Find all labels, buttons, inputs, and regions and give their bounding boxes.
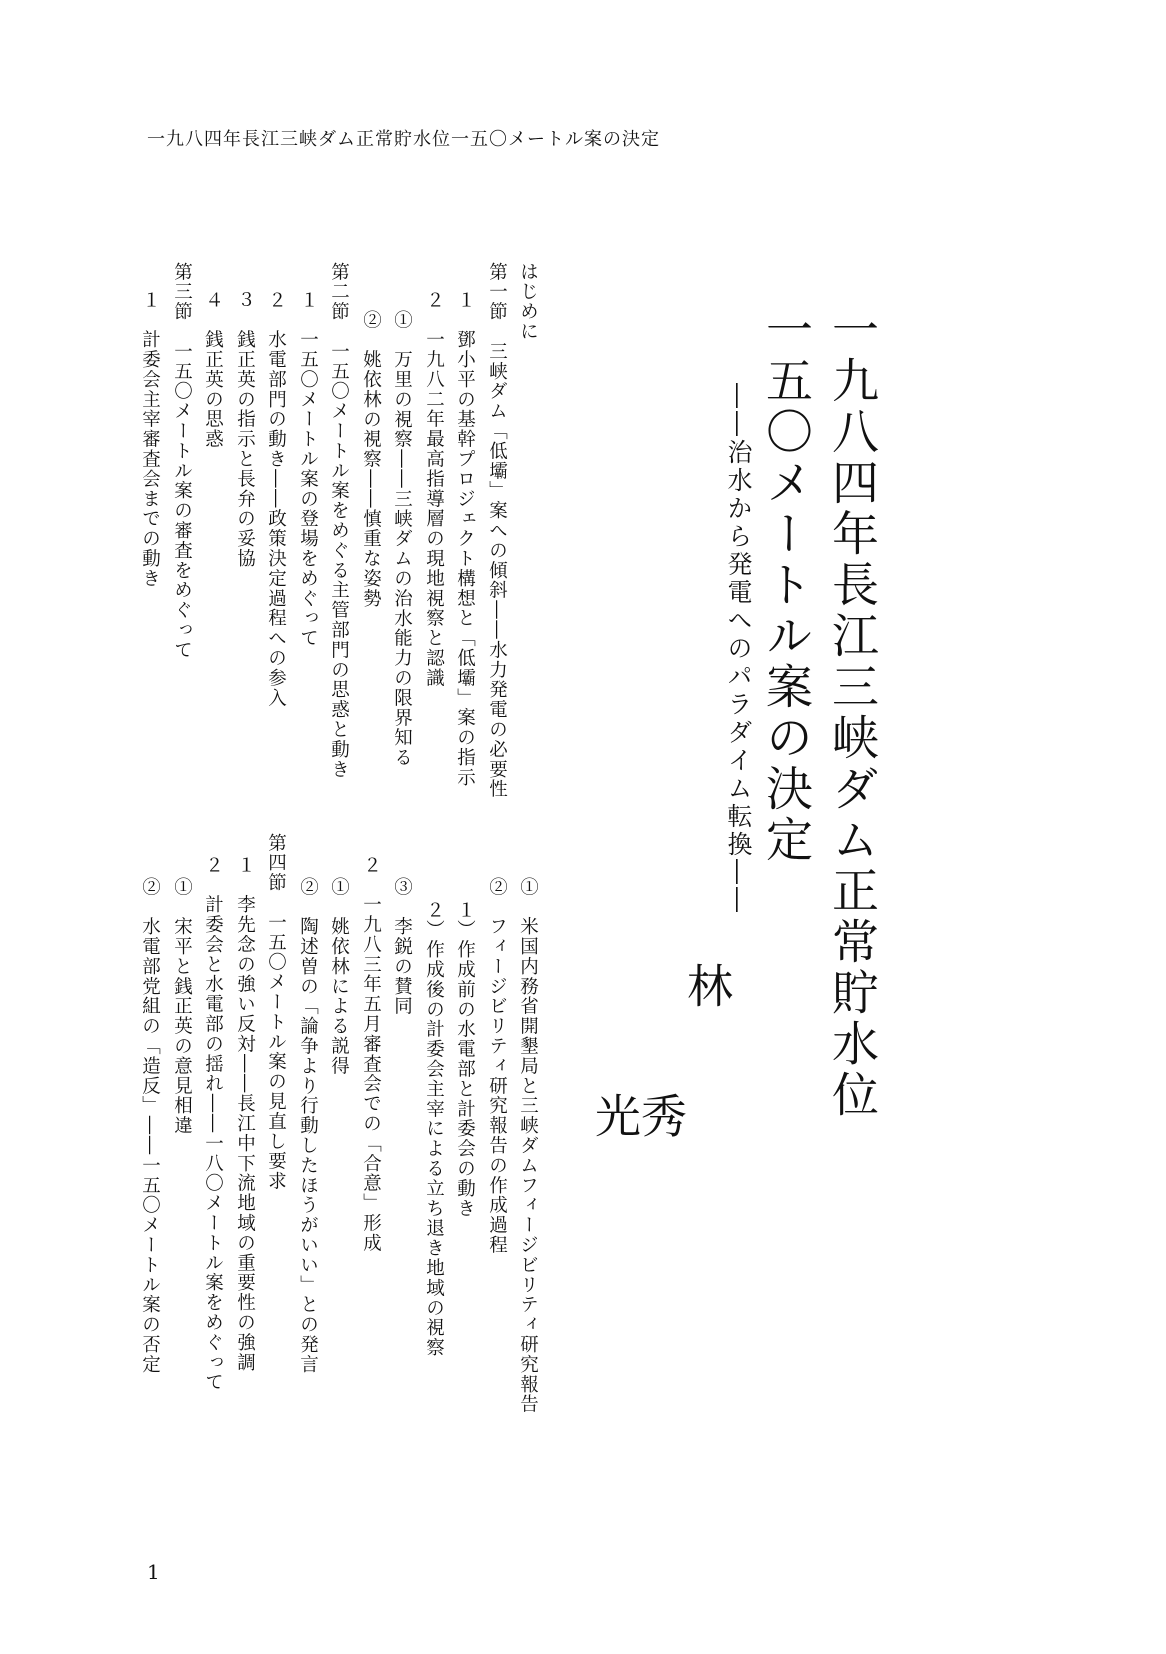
author-name bbox=[588, 962, 734, 1138]
toc-item: ２ 一九八二年最高指導層の現地視察と認識 bbox=[423, 290, 445, 688]
toc-item: １ 鄧小平の基幹プロジェクト構想と「低壩」案の指示 bbox=[454, 290, 476, 788]
author-char: 秀 bbox=[634, 1092, 688, 1138]
running-head: 一九八四年長江三峡ダム正常貯水位一五〇メートル案の決定 bbox=[147, 129, 660, 150]
title-line-2: 一五〇メートル案の決定 bbox=[758, 305, 813, 866]
title-line-1: 一九八四年長江三峡ダム正常貯水位 bbox=[824, 305, 879, 1121]
toc-item: ② フィージビリティ研究報告の作成過程 bbox=[486, 877, 508, 1256]
toc-item: ② 陶述曽の「論争より行動したほうがいい」との発言 bbox=[297, 877, 319, 1375]
toc-item: ② 水電部党組の「造反」――一五〇メートル案の否定 bbox=[139, 877, 161, 1375]
toc-item: ③ 李鋭の賛同 bbox=[391, 877, 413, 1017]
toc-item: 第一節 三峡ダム「低壩」案への傾斜――水力発電の必要性 bbox=[486, 262, 508, 800]
page-number: 1 bbox=[147, 1560, 160, 1584]
toc-item: １ 計委会主宰審査会までの動き bbox=[139, 290, 161, 589]
toc-item: 第三節 一五〇メートル案の審査をめぐって bbox=[171, 262, 193, 660]
toc-item: はじめに bbox=[517, 262, 539, 342]
toc-item: 第四節 一五〇メートル案の見直し要求 bbox=[265, 833, 287, 1192]
toc-item: １）作成前の水電部と計委会の動き bbox=[454, 900, 476, 1219]
toc-item: ４ 銭正英の思惑 bbox=[202, 290, 224, 450]
toc-item: １ 李先念の強い反対――長江中下流地域の重要性の強調 bbox=[234, 855, 256, 1373]
toc-item: ２）作成後の計委会主宰による立ち退き地域の視察 bbox=[423, 900, 445, 1358]
toc-item: ① 万里の視察――三峡ダムの治水能力の限界知る bbox=[391, 310, 413, 768]
subtitle: ――治水から発電へのパラダイム転換―― bbox=[724, 383, 753, 915]
toc-item: ２ 一九八三年五月審査会での「合意」形成 bbox=[360, 855, 382, 1253]
toc-item: 第二節 一五〇メートル案をめぐる主管部門の思惑と動き bbox=[328, 262, 350, 780]
toc-item: ① 米国内務省開墾局と三峡ダムフィージビリティ研究報告 bbox=[517, 877, 539, 1415]
toc-item: ① 宋平と銭正英の意見相違 bbox=[171, 877, 193, 1136]
toc-item: ３ 銭正英の指示と長弁の妥協 bbox=[234, 290, 256, 569]
toc-item: ２ 計委会と水電部の揺れ――一八〇メートル案をめぐって bbox=[202, 855, 224, 1393]
toc-item: ① 姚依林による説得 bbox=[328, 877, 350, 1076]
author-char: 林 bbox=[680, 962, 734, 1008]
toc-item: １ 一五〇メートル案の登場をめぐって bbox=[297, 290, 319, 649]
author-char: 光 bbox=[588, 1092, 642, 1138]
toc-item: ２ 水電部門の動き――政策決定過程への参入 bbox=[265, 290, 287, 708]
toc-item: ② 姚依林の視察――慎重な姿勢 bbox=[360, 310, 382, 609]
